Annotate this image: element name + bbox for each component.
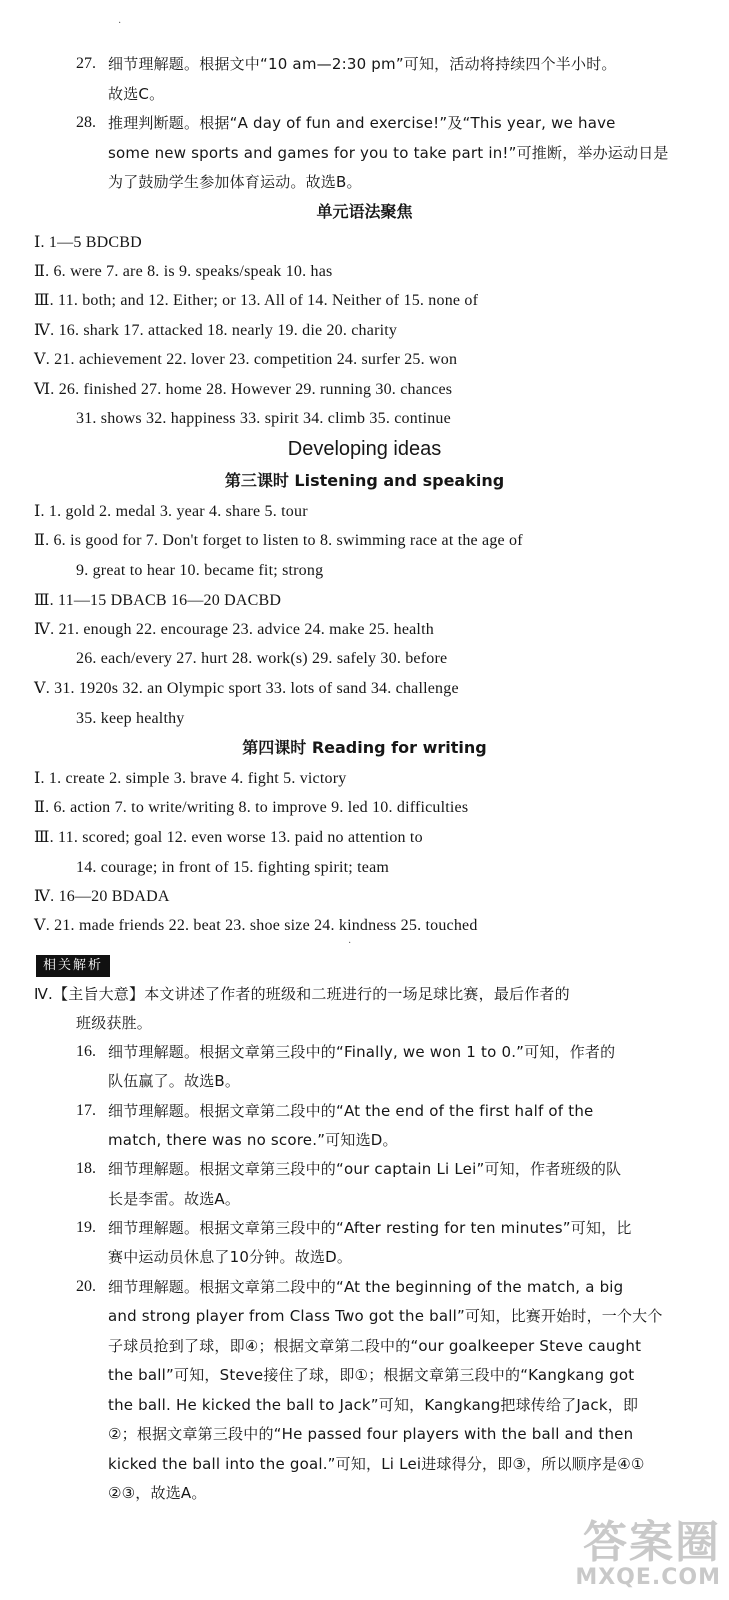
watermark-logo — [575, 1517, 721, 1590]
item-text: the ball. He kicked the ball to Jack”可知，Kangkang把球传给了Jack，即 — [108, 1396, 639, 1414]
item-text: 细节理解题。根据文中“10 am—2:30 pm”可知，活动将持续四个半小时。 — [108, 55, 617, 73]
item-text: 子球员抢到了球，即④；根据文章第二段中的“our goalkeeper Steve caught — [108, 1337, 642, 1355]
watermark-line1: 答案圈 — [583, 1517, 721, 1568]
answer-line: Ⅱ. 6. is good for 7. Don't forget to listen to 8. swimming race at the age of — [34, 532, 523, 549]
item-text: 长是李雷。故选A。 — [108, 1190, 241, 1208]
answer-line: Ⅳ. 16—20 BDADA — [34, 888, 170, 905]
item-number: 16. — [76, 1043, 96, 1060]
answer-line: Ⅲ. 11. scored; goal 12. even worse 13. paid no attention to — [34, 829, 423, 846]
item-number: 17. — [76, 1102, 96, 1119]
answer-line: Ⅰ. 1. create 2. simple 3. brave 4. fight 5. victory — [34, 770, 347, 787]
item-text: 细节理解题。根据文章第三段中的“our captain Li Lei”可知，作者班级的队 — [108, 1160, 622, 1178]
answer-line: 9. great to hear 10. became fit; strong — [76, 562, 324, 579]
scan-speck: · — [118, 18, 122, 29]
item-text: match, there was no score.”可知选D。 — [108, 1131, 398, 1149]
item-number: 27. — [76, 55, 96, 72]
answer-line: Ⅴ. 21. made friends 22. beat 23. shoe size 24. kindness 25. touched — [34, 917, 478, 934]
item-text: ②③，故选A。 — [108, 1484, 207, 1502]
answer-line: 35. keep healthy — [76, 710, 185, 727]
item-text: and strong player from Class Two got the ball”可知，比赛开始时，一个大个 — [108, 1307, 663, 1325]
item-number: 28. — [76, 114, 96, 131]
item-text: 为了鼓励学生参加体育运动。故选B。 — [108, 173, 362, 191]
answer-line: Ⅳ. 21. enough 22. encourage 23. advice 24. make 25. health — [34, 621, 434, 638]
answer-line: Ⅴ. 21. achievement 22. lover 23. competition 24. surfer 25. won — [34, 351, 458, 368]
item-text: the ball”可知，Steve接住了球，即①；根据文章第三段中的“Kangkang got — [108, 1366, 635, 1384]
item-text: 细节理解题。根据文章第二段中的“At the beginning of the match, a big — [108, 1278, 624, 1296]
item-number: 18. — [76, 1160, 96, 1177]
item-text: some new sports and games for you to take part in!”可推断，举办运动日是 — [108, 144, 669, 162]
analysis-summary: Ⅳ.【主旨大意】本文讲述了作者的班级和二班进行的一场足球比赛，最后作者的 — [34, 985, 570, 1003]
item-text: kicked the ball into the goal.”可知，Li Lei进球得分，即③，所以顺序是④① — [108, 1455, 645, 1473]
item-text: 队伍赢了。故选B。 — [108, 1072, 241, 1090]
watermark-line2: MXQE.COM — [575, 1565, 721, 1590]
item-text: 细节理解题。根据文章第二段中的“At the end of the first half of the — [108, 1102, 594, 1120]
section-heading: Developing ideas — [287, 438, 442, 460]
item-text: 推理判断题。根据“A day of fun and exercise!”及“This year, we have — [108, 114, 616, 132]
scan-speck: · — [348, 938, 352, 949]
item-number: 20. — [76, 1278, 96, 1295]
analysis-label: 相关解析 — [36, 955, 110, 977]
item-text: 赛中运动员休息了10分钟。故选D。 — [108, 1248, 353, 1266]
answer-line: Ⅴ. 31. 1920s 32. an Olympic sport 33. lots of sand 34. challenge — [34, 680, 459, 697]
lesson-heading: 第三课时 Listening and speaking — [224, 471, 505, 490]
item-text: 细节理解题。根据文章第三段中的“After resting for ten minutes”可知，比 — [108, 1219, 632, 1237]
item-text: 故选C。 — [108, 85, 165, 103]
answer-line: Ⅵ. 26. finished 27. home 28. However 29. running 30. chances — [34, 381, 453, 398]
grammar-heading: 单元语法聚焦 — [316, 202, 413, 221]
answer-line: Ⅱ. 6. were 7. are 8. is 9. speaks/speak 10. has — [34, 263, 333, 280]
answer-line: Ⅲ. 11—15 DBACB 16—20 DACBD — [34, 592, 282, 609]
analysis-summary: 班级获胜。 — [76, 1014, 153, 1032]
item-text: 细节理解题。根据文章第三段中的“Finally, we won 1 to 0.”可知，作者的 — [108, 1043, 616, 1061]
answer-line: 26. each/every 27. hurt 28. work(s) 29. safely 30. before — [76, 650, 448, 667]
answer-line: Ⅰ. 1. gold 2. medal 3. year 4. share 5. tour — [34, 503, 308, 520]
answer-line: Ⅰ. 1—5 BDCBD — [34, 234, 142, 251]
item-number: 19. — [76, 1219, 96, 1236]
answer-line: Ⅱ. 6. action 7. to write/writing 8. to improve 9. led 10. difficulties — [34, 799, 469, 816]
answer-line: 14. courage; in front of 15. fighting spirit; team — [76, 859, 390, 876]
answer-line: Ⅳ. 16. shark 17. attacked 18. nearly 19. die 20. charity — [34, 322, 398, 339]
answer-line: Ⅲ. 11. both; and 12. Either; or 13. All of 14. Neither of 15. none of — [34, 292, 479, 309]
item-text: ②；根据文章第三段中的“He passed four players with the ball and then — [108, 1425, 634, 1443]
answer-line: 31. shows 32. happiness 33. spirit 34. climb 35. continue — [76, 410, 451, 427]
lesson-heading: 第四课时 Reading for writing — [242, 738, 487, 757]
